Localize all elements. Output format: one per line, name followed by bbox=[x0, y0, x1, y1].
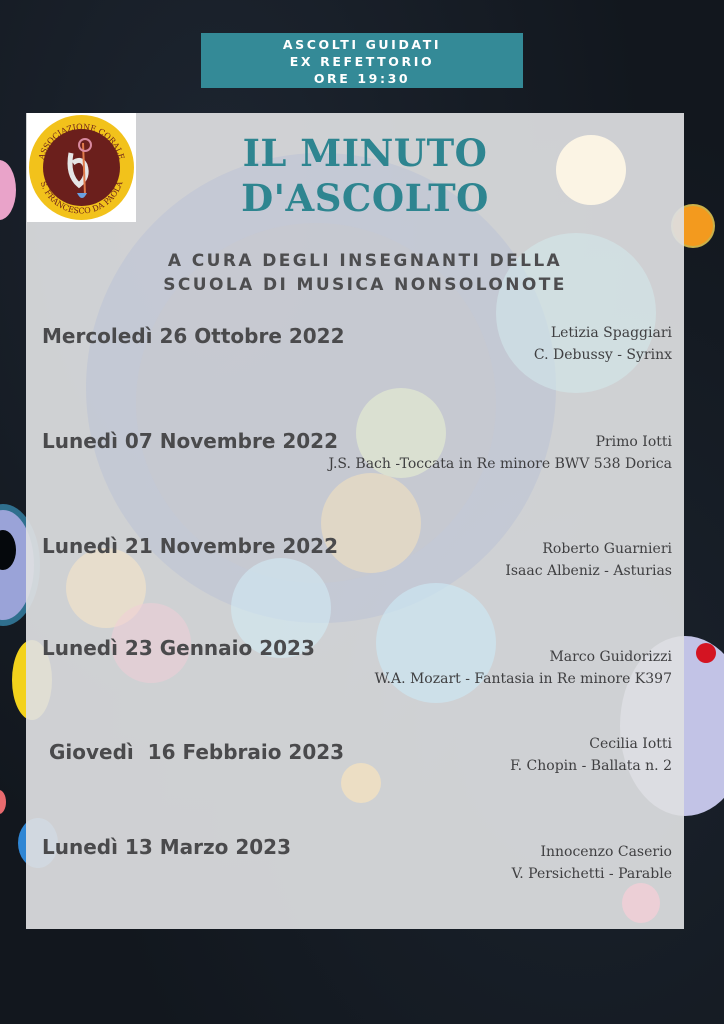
banner-line-time: ORE 19:30 bbox=[313, 71, 411, 86]
event-date: Lunedì 13 Marzo 2023 bbox=[42, 835, 291, 859]
event-performer: Marco Guidorizzi bbox=[549, 649, 672, 665]
banner-line-location: EX REFETTORIO bbox=[289, 54, 435, 69]
event-performer: Cecilia Iotti bbox=[589, 736, 672, 752]
decorative-circle bbox=[321, 473, 421, 573]
organizer-line1: A CURA DEGLI INSEGNANTI DELLA bbox=[167, 251, 563, 271]
event-piece: W.A. Mozart - Fantasia in Re minore K397 bbox=[374, 671, 672, 687]
event-details bbox=[505, 538, 672, 582]
treble-clef-icon bbox=[27, 113, 136, 222]
decorative-circle bbox=[622, 883, 660, 923]
event-date: Giovedì 16 Febbraio 2023 bbox=[42, 740, 345, 764]
event-details bbox=[328, 431, 672, 475]
program-panel bbox=[26, 113, 684, 929]
decorative-circle bbox=[696, 643, 716, 663]
event-title-line2: D'ASCOLTO bbox=[241, 176, 489, 220]
svg-text:ASSOCIAZIONE CORALE bbox=[37, 122, 126, 161]
event-piece: F. Chopin - Ballata n. 2 bbox=[510, 758, 672, 774]
event-performer: Innocenzo Caserio bbox=[540, 844, 672, 860]
decorative-circle bbox=[341, 763, 381, 803]
banner-line-title: ASCOLTI GUIDATI bbox=[282, 37, 442, 52]
event-details bbox=[510, 733, 672, 777]
event-performer: Roberto Guarnieri bbox=[542, 541, 672, 557]
event-date: Mercoledì 26 Ottobre 2022 bbox=[42, 324, 345, 348]
organizer-line2: SCUOLA DI MUSICA NONSOLONOTE bbox=[163, 275, 567, 295]
event-title-line1: IL MINUTO bbox=[242, 131, 488, 175]
event-date: Lunedì 23 Gennaio 2023 bbox=[42, 636, 315, 660]
event-performer: Primo Iotti bbox=[595, 434, 672, 450]
event-date: Lunedì 21 Novembre 2022 bbox=[42, 534, 339, 558]
event-performer: Letizia Spaggiari bbox=[550, 325, 672, 341]
logo-top-text: ASSOCIAZIONE CORALE bbox=[37, 122, 126, 161]
info-banner bbox=[201, 33, 523, 88]
event-piece: V. Persichetti - Parable bbox=[511, 866, 672, 882]
logo-bottom-text: S. FRANCESCO DA PAOLA bbox=[38, 180, 125, 216]
event-date: Lunedì 07 Novembre 2022 bbox=[42, 429, 339, 453]
event-details bbox=[512, 841, 672, 885]
association-logo bbox=[27, 113, 136, 222]
event-piece: J.S. Bach -Toccata in Re minore BWV 538 Dorica bbox=[328, 456, 672, 472]
event-piece: C. Debussy - Syrinx bbox=[533, 347, 672, 363]
event-piece: Isaac Albeniz - Asturias bbox=[505, 563, 672, 579]
event-details bbox=[375, 646, 672, 690]
event-details bbox=[534, 322, 672, 366]
